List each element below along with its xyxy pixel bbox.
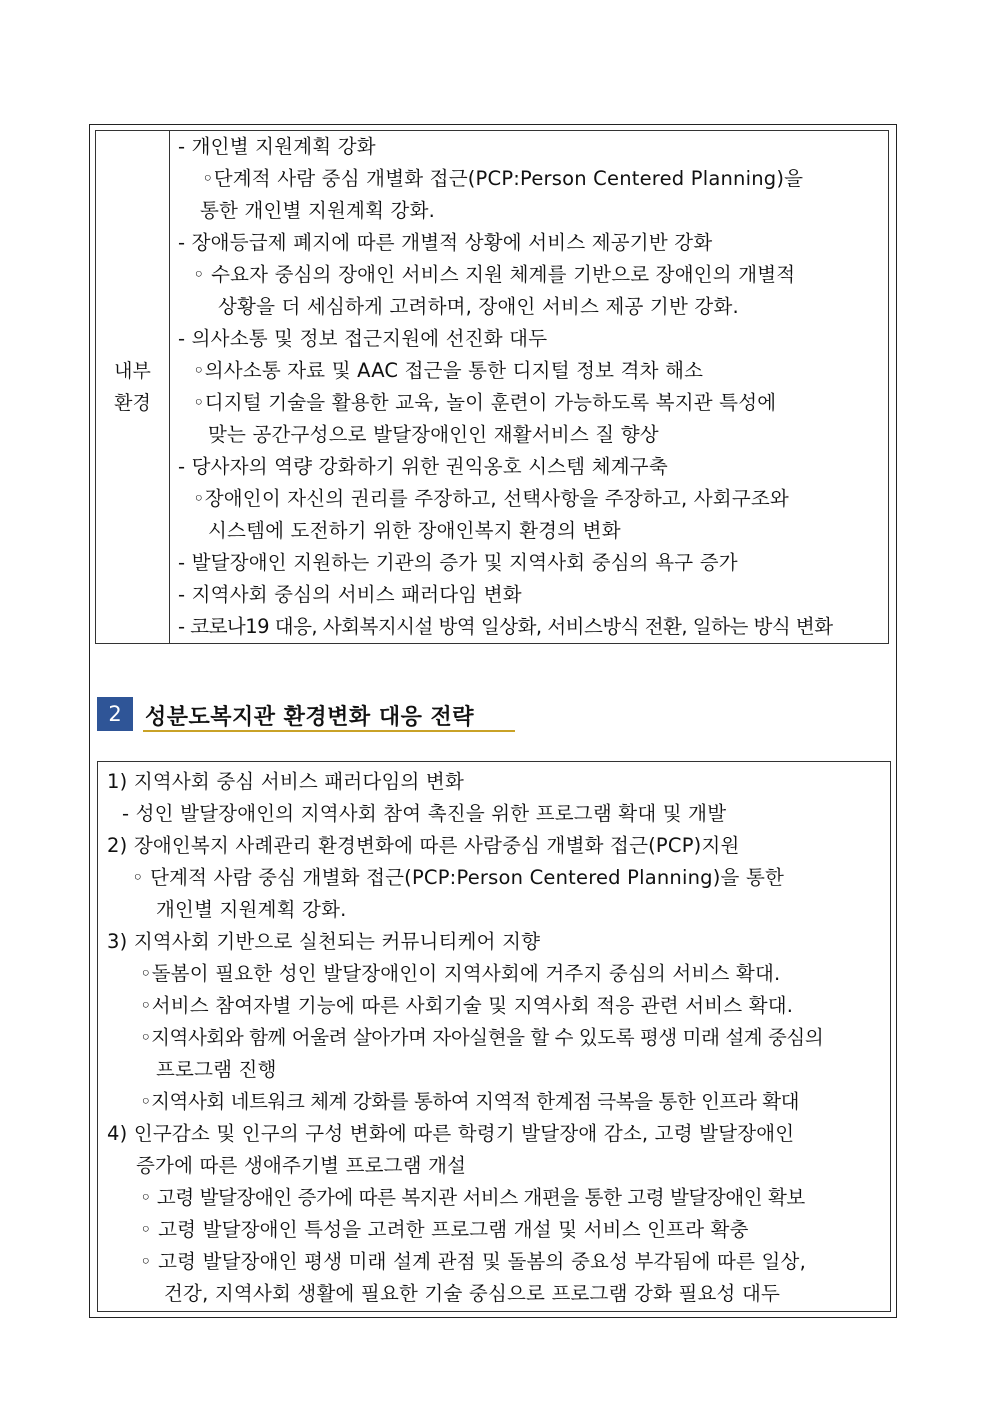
- strategy-line: 3) 지역사회 기반으로 실천되는 커뮤니티케어 지향: [107, 930, 541, 953]
- internal-environment-label-cell: [96, 131, 170, 643]
- section-underline: [143, 730, 515, 732]
- strategy-line: ◦서비스 참여자별 기능에 따른 사회기술 및 지역사회 적응 관련 서비스 확대.: [140, 994, 794, 1017]
- internal-environment-table: [95, 130, 889, 644]
- strategy-line: ◦ 고령 발달장애인 특성을 고려한 프로그램 개설 및 서비스 인프라 확충: [140, 1218, 749, 1241]
- section-title: 성분도복지관 환경변화 대응 전략: [145, 705, 475, 730]
- env-line: - 의사소통 및 정보 접근지원에 선진화 대두: [178, 327, 548, 350]
- section-header: [97, 697, 527, 733]
- strategy-line: 4) 인구감소 및 인구의 구성 변화에 따른 학령기 발달장애 감소, 고령 발달장애인: [107, 1122, 795, 1145]
- strategy-line: 프로그램 진행: [156, 1058, 277, 1081]
- strategy-line: ◦ 고령 발달장애인 평생 미래 설계 관점 및 돌봄의 중요성 부각됨에 따른 일상,: [140, 1250, 806, 1273]
- strategy-line: ◦지역사회 네트워크 체계 강화를 통하여 지역적 한계점 극복을 통한 인프라 확대: [140, 1090, 800, 1113]
- env-line: ◦장애인이 자신의 권리를 주장하고, 선택사항을 주장하고, 사회구조와: [193, 487, 789, 510]
- env-line: 시스템에 도전하기 위한 장애인복지 환경의 변화: [208, 519, 621, 542]
- strategy-line: ◦ 단계적 사람 중심 개별화 접근(PCP:Person Centered Planning)을 통한: [132, 866, 785, 889]
- env-line: ◦디지털 기술을 활용한 교육, 놀이 훈련이 가능하도록 복지관 특성에: [193, 391, 777, 414]
- strategy-line: 증가에 따른 생애주기별 프로그램 개설: [136, 1154, 467, 1177]
- strategy-box: [97, 761, 891, 1312]
- env-line: - 개인별 지원계획 강화: [178, 135, 376, 158]
- env-line: 상황을 더 세심하게 고려하며, 장애인 서비스 제공 기반 강화.: [218, 295, 739, 318]
- env-line: - 장애등급제 폐지에 따른 개별적 상황에 서비스 제공기반 강화: [178, 231, 713, 254]
- env-line: - 발달장애인 지원하는 기관의 증가 및 지역사회 중심의 욕구 증가: [178, 551, 738, 574]
- strategy-line: 2) 장애인복지 사례관리 환경변화에 따른 사람중심 개별화 접근(PCP)지원: [107, 834, 740, 857]
- strategy-line: ◦돌봄이 필요한 성인 발달장애인이 지역사회에 거주지 중심의 서비스 확대.: [140, 962, 781, 985]
- strategy-line: ◦ 고령 발달장애인 증가에 따른 복지관 서비스 개편을 통한 고령 발달장애인 확보: [140, 1186, 805, 1209]
- label-line-1: 내부: [114, 360, 151, 382]
- strategy-line: 건강, 지역사회 생활에 필요한 기술 중심으로 프로그램 강화 필요성 대두: [164, 1282, 781, 1305]
- strategy-line: - 성인 발달장애인의 지역사회 참여 촉진을 위한 프로그램 확대 및 개발: [122, 802, 727, 825]
- env-line: ◦의사소통 자료 및 AAC 접근을 통한 디지털 정보 격차 해소: [193, 359, 704, 382]
- env-line: ◦ 수요자 중심의 장애인 서비스 지원 체계를 기반으로 장애인의 개별적: [193, 263, 796, 286]
- label-line-2: 환경: [114, 392, 151, 414]
- strategy-line: 개인별 지원계획 강화.: [156, 898, 347, 921]
- strategy-line: 1) 지역사회 중심 서비스 패러다임의 변화: [107, 770, 464, 793]
- env-line: - 코로나19 대응, 사회복지시설 방역 일상화, 서비스방식 전환, 일하는 방식 변화: [178, 615, 833, 638]
- env-line: 맞는 공간구성으로 발달장애인인 재활서비스 질 향상: [208, 423, 659, 446]
- env-line: - 지역사회 중심의 서비스 패러다임 변화: [178, 583, 522, 606]
- env-line: - 당사자의 역량 강화하기 위한 권익옹호 시스템 체계구축: [178, 455, 668, 478]
- strategy-line: ◦지역사회와 함께 어울려 살아가며 자아실현을 할 수 있도록 평생 미래 설계 중심의: [140, 1026, 824, 1049]
- env-line: 통한 개인별 지원계획 강화.: [200, 199, 436, 222]
- env-line: ◦단계적 사람 중심 개별화 접근(PCP:Person Centered Planning)을: [202, 167, 804, 190]
- section-number-badge: 2: [97, 697, 133, 731]
